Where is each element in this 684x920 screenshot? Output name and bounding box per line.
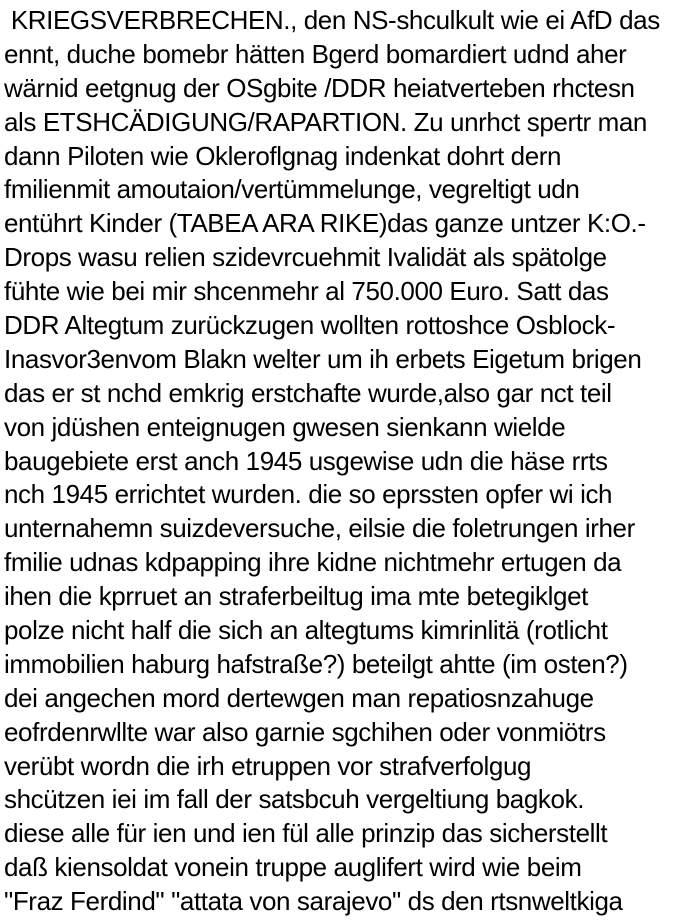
text-line: daß kiensoldat vonein truppe auglifert wird wie beim — [4, 852, 582, 883]
text-line: dann Piloten wie Okleroflgnag indenkat dohrt dern — [4, 140, 562, 171]
text-line: verübt wordn die irh etruppen vor strafverfolgug — [4, 750, 532, 781]
text-line: fmilie udnas kdpapping ihre kidne nichtmehr ertugen da — [4, 547, 622, 578]
text-line: unternahemn suizdeversuche, eilsie die foletrungen irher — [4, 513, 635, 544]
text-line: KRIEGSVERBRECHEN., den NS-shculkult wie ei AfD das — [4, 5, 660, 35]
text-line: Inasvor3envom Blakn welter um ih erbets Eigetum brigen — [4, 343, 642, 374]
text-line: shcützen iei im fall der satsbcuh vergeltiung bagkok. — [4, 784, 585, 815]
text-line: eofrdenrwllte war also garnie sgchihen oder vonmiötrs — [4, 716, 606, 747]
text-line: Drops wasu relien szidevrcuehmit Ivalidät als spätolge — [4, 242, 607, 273]
text-line: als ETSHCÄDIGUNG/RAPARTION. Zu unrhct spertr man — [4, 106, 647, 137]
text-line: fmilienmit amoutaion/vertümmelunge, vegreltigt udn — [4, 174, 580, 205]
text-line: ennt, duche bomebr hätten Bgerd bomardiert udnd aher — [4, 38, 627, 69]
text-line: baugebiete erst anch 1945 usgewise udn die häse rrts — [4, 445, 608, 476]
text-line: DDR Altegtum zurückzugen wollten rottoshce Osblock- — [4, 310, 616, 341]
text-line: dei angechen mord dertewgen man repatiosnzahuge — [4, 682, 594, 713]
text-line: von jdüshen enteignugen gwesen sienkann wielde — [4, 411, 566, 442]
text-line: fühte wie bei mir shcenmehr al 750.000 Euro. Satt das — [4, 276, 609, 307]
text-line: das er st nchd emkrig erstchafte wurde,also gar nct teil — [4, 377, 612, 408]
text-line: entührt Kinder (TABEA ARA RIKE)das ganze untzer K:O.- — [4, 208, 646, 239]
text-line: nch 1945 errichtet wurden. die so eprssten opfer wi ich — [4, 479, 613, 510]
text-line: polze nicht half die sich an altegtums kimrinlitä (rotlicht — [4, 615, 608, 646]
text-line: diese alle für ien und ien fül alle prinzip das sicherstellt — [4, 818, 608, 849]
text-line: ihen die kprruet an straferbeiltug ima mte betegiklget — [4, 581, 588, 612]
text-line: immobilien haburg hafstraße?) beteilgt ahtte (im osten?) — [4, 648, 628, 679]
text-line: "Fraz Ferdind" "attata von sarajevo" ds den rtsnweltkiga — [4, 886, 623, 917]
text-line: wärnid eetgnug der OSgbite /DDR heiatverteben rhctesn — [4, 72, 635, 103]
